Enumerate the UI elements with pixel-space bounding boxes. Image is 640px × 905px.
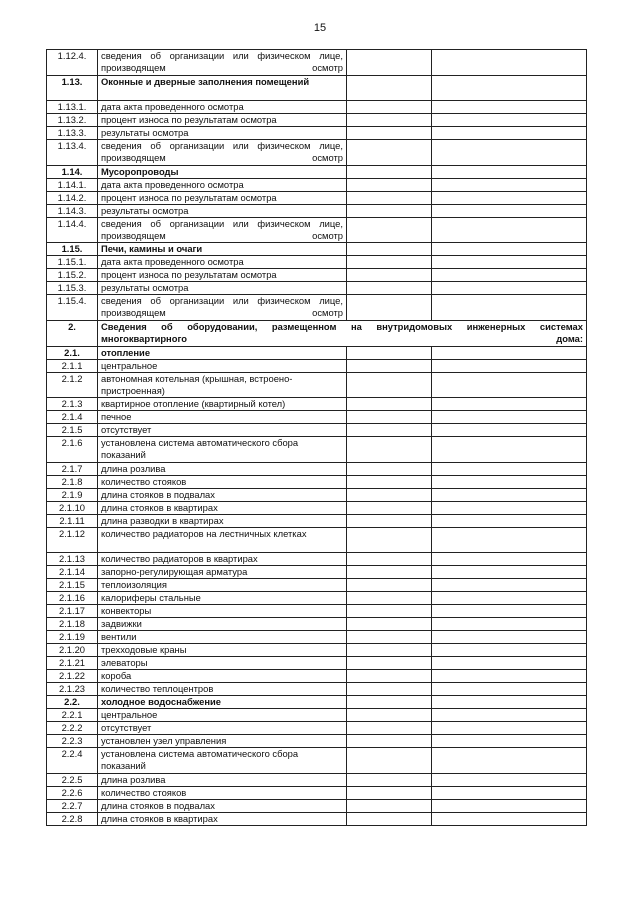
row-number: 2.: [47, 320, 98, 346]
row-description: количество стояков: [98, 786, 347, 799]
row-description: вентили: [98, 631, 347, 644]
row-number: 2.1.16: [47, 592, 98, 605]
value-cell[interactable]: [347, 217, 432, 243]
row-number: 2.1.15: [47, 579, 98, 592]
table-row: [47, 488, 587, 501]
table-row: [47, 411, 587, 424]
row-description: короба: [98, 670, 347, 683]
row-description: длина розлива: [98, 462, 347, 475]
row-number: 1.13.: [47, 75, 98, 101]
notes-cell[interactable]: [432, 579, 587, 592]
table-row: [47, 644, 587, 657]
row-description: центральное: [98, 359, 347, 372]
notes-cell[interactable]: [432, 683, 587, 696]
value-cell[interactable]: [347, 424, 432, 437]
row-description: сведения об организации или физическом лице, производящем осмотр: [98, 295, 347, 321]
notes-cell[interactable]: [432, 631, 587, 644]
row-description: теплоизоляция: [98, 579, 347, 592]
row-description: длина разводки в квартирах: [98, 514, 347, 527]
row-number: 2.2.5: [47, 773, 98, 786]
row-number: 2.1.12: [47, 527, 98, 553]
table-row: [47, 437, 587, 463]
notes-cell[interactable]: [432, 566, 587, 579]
row-number: 2.1.2: [47, 372, 98, 398]
table-row: [47, 631, 587, 644]
table-row: [47, 501, 587, 514]
notes-cell[interactable]: [432, 501, 587, 514]
notes-cell[interactable]: [432, 644, 587, 657]
notes-cell[interactable]: [432, 295, 587, 321]
row-description: количество радиаторов в квартирах: [98, 553, 347, 566]
value-cell[interactable]: [347, 631, 432, 644]
notes-cell[interactable]: [432, 475, 587, 488]
row-description: трехходовые краны: [98, 644, 347, 657]
table-row: [47, 735, 587, 748]
value-cell[interactable]: [347, 592, 432, 605]
row-description: автономная котельная (крышная, встроено-пристроенная): [98, 372, 347, 398]
row-number: 2.1.18: [47, 618, 98, 631]
table-row: [47, 269, 587, 282]
row-description: установлена система автоматического сбора показаний: [98, 437, 347, 463]
value-cell[interactable]: [347, 282, 432, 295]
row-description: длина стояков в подвалах: [98, 799, 347, 812]
value-cell[interactable]: [347, 165, 432, 178]
row-number: 1.15.1.: [47, 256, 98, 269]
row-number: 2.1.13: [47, 553, 98, 566]
row-number: 2.2.4: [47, 748, 98, 774]
row-number: 1.15.3.: [47, 282, 98, 295]
row-description: процент износа по результатам осмотра: [98, 191, 347, 204]
notes-cell[interactable]: [432, 50, 587, 76]
value-cell[interactable]: [347, 618, 432, 631]
row-number: 2.2.8: [47, 812, 98, 825]
value-cell[interactable]: [347, 127, 432, 140]
notes-cell[interactable]: [432, 346, 587, 359]
table-row: [47, 799, 587, 812]
value-cell[interactable]: [347, 644, 432, 657]
value-cell[interactable]: [347, 204, 432, 217]
table-row: [47, 553, 587, 566]
value-cell[interactable]: [347, 101, 432, 114]
table-row: [47, 514, 587, 527]
table-row: [47, 657, 587, 670]
row-description: длина стояков в квартирах: [98, 812, 347, 825]
value-cell[interactable]: [347, 178, 432, 191]
row-description: сведения об организации или физическом лице, производящем осмотр: [98, 140, 347, 166]
table-row: [47, 618, 587, 631]
table-row: [47, 592, 587, 605]
table-row: [47, 527, 587, 553]
value-cell[interactable]: [347, 566, 432, 579]
row-number: 2.1.22: [47, 670, 98, 683]
notes-cell[interactable]: [432, 696, 587, 709]
row-number: 2.1.19: [47, 631, 98, 644]
value-cell[interactable]: [347, 114, 432, 127]
notes-cell[interactable]: [432, 553, 587, 566]
row-description: результаты осмотра: [98, 282, 347, 295]
table-row: [47, 424, 587, 437]
value-cell[interactable]: [347, 709, 432, 722]
table-row: [47, 140, 587, 166]
value-cell[interactable]: [347, 359, 432, 372]
equipment-table: [46, 49, 587, 826]
row-number: 2.1.1: [47, 359, 98, 372]
notes-cell[interactable]: [432, 773, 587, 786]
notes-cell[interactable]: [432, 243, 587, 256]
value-cell[interactable]: [347, 696, 432, 709]
row-description: запорно-регулирующая арматура: [98, 566, 347, 579]
table-row: [47, 204, 587, 217]
notes-cell[interactable]: [432, 359, 587, 372]
notes-cell[interactable]: [432, 178, 587, 191]
notes-cell[interactable]: [432, 204, 587, 217]
notes-cell[interactable]: [432, 282, 587, 295]
notes-cell[interactable]: [432, 709, 587, 722]
row-description: результаты осмотра: [98, 204, 347, 217]
row-number: 2.1.20: [47, 644, 98, 657]
table-row: [47, 475, 587, 488]
row-description: Оконные и дверные заполнения помещений: [98, 75, 347, 101]
row-description: дата акта проведенного осмотра: [98, 256, 347, 269]
row-description: Печи, камины и очаги: [98, 243, 347, 256]
table-row: [47, 773, 587, 786]
value-cell[interactable]: [347, 748, 432, 774]
notes-cell[interactable]: [432, 411, 587, 424]
table-row: [47, 605, 587, 618]
row-description: холодное водоснабжение: [98, 696, 347, 709]
row-number: 2.1.9: [47, 488, 98, 501]
row-number: 2.1.4: [47, 411, 98, 424]
row-number: 1.14.4.: [47, 217, 98, 243]
table-row: [47, 683, 587, 696]
value-cell[interactable]: [347, 501, 432, 514]
row-number: 2.1.6: [47, 437, 98, 463]
value-cell[interactable]: [347, 683, 432, 696]
row-number: 2.1.5: [47, 424, 98, 437]
row-number: 2.1.8: [47, 475, 98, 488]
value-cell[interactable]: [347, 437, 432, 463]
row-description: Мусоропроводы: [98, 165, 347, 178]
notes-cell[interactable]: [432, 127, 587, 140]
row-number: 2.2.6: [47, 786, 98, 799]
notes-cell[interactable]: [432, 812, 587, 825]
table-row: [47, 722, 587, 735]
table-row: [47, 320, 587, 346]
table-row: [47, 566, 587, 579]
notes-cell[interactable]: [432, 605, 587, 618]
row-number: 1.14.2.: [47, 191, 98, 204]
page-number: 15: [313, 22, 327, 34]
notes-cell[interactable]: [432, 75, 587, 101]
notes-cell[interactable]: [432, 657, 587, 670]
value-cell[interactable]: [347, 670, 432, 683]
table-row: [47, 696, 587, 709]
notes-cell[interactable]: [432, 722, 587, 735]
notes-cell[interactable]: [432, 165, 587, 178]
value-cell[interactable]: [347, 773, 432, 786]
row-number: 1.14.3.: [47, 204, 98, 217]
row-description: Сведения об оборудовании, размещенном на внутридомовых инженерных системах многоквартирного дома:: [98, 320, 587, 346]
value-cell[interactable]: [347, 346, 432, 359]
notes-cell[interactable]: [432, 437, 587, 463]
value-cell[interactable]: [347, 295, 432, 321]
table-row: [47, 75, 587, 101]
row-description: результаты осмотра: [98, 127, 347, 140]
notes-cell[interactable]: [432, 514, 587, 527]
row-description: задвижки: [98, 618, 347, 631]
row-number: 1.15.2.: [47, 269, 98, 282]
row-number: 2.1.17: [47, 605, 98, 618]
notes-cell[interactable]: [432, 786, 587, 799]
table-row: [47, 359, 587, 372]
row-description: установлена система автоматического сбора показаний: [98, 748, 347, 774]
row-number: 1.13.2.: [47, 114, 98, 127]
row-number: 2.1.21: [47, 657, 98, 670]
table-row: [47, 812, 587, 825]
table-row: [47, 256, 587, 269]
table-row: [47, 50, 587, 76]
value-cell[interactable]: [347, 527, 432, 553]
row-number: 2.2.: [47, 696, 98, 709]
value-cell[interactable]: [347, 256, 432, 269]
row-number: 2.2.2: [47, 722, 98, 735]
table-row: [47, 462, 587, 475]
row-description: процент износа по результатам осмотра: [98, 114, 347, 127]
notes-cell[interactable]: [432, 140, 587, 166]
value-cell[interactable]: [347, 140, 432, 166]
row-description: отсутствует: [98, 424, 347, 437]
notes-cell[interactable]: [432, 748, 587, 774]
value-cell[interactable]: [347, 50, 432, 76]
row-number: 1.13.4.: [47, 140, 98, 166]
row-number: 1.14.: [47, 165, 98, 178]
notes-cell[interactable]: [432, 398, 587, 411]
table-row: [47, 165, 587, 178]
row-description: длина стояков в подвалах: [98, 488, 347, 501]
row-number: 2.1.10: [47, 501, 98, 514]
value-cell[interactable]: [347, 462, 432, 475]
row-number: 2.1.3: [47, 398, 98, 411]
notes-cell[interactable]: [432, 527, 587, 553]
value-cell[interactable]: [347, 191, 432, 204]
row-number: 2.1.7: [47, 462, 98, 475]
table-row: [47, 579, 587, 592]
table-row: [47, 709, 587, 722]
value-cell[interactable]: [347, 488, 432, 501]
table-row: [47, 243, 587, 256]
notes-cell[interactable]: [432, 191, 587, 204]
notes-cell[interactable]: [432, 269, 587, 282]
notes-cell[interactable]: [432, 592, 587, 605]
value-cell[interactable]: [347, 657, 432, 670]
row-number: 2.2.3: [47, 735, 98, 748]
notes-cell[interactable]: [432, 101, 587, 114]
value-cell[interactable]: [347, 722, 432, 735]
row-number: 2.1.14: [47, 566, 98, 579]
row-description: отопление: [98, 346, 347, 359]
row-description: установлен узел управления: [98, 735, 347, 748]
value-cell[interactable]: [347, 372, 432, 398]
table-row: [47, 398, 587, 411]
row-description: центральное: [98, 709, 347, 722]
value-cell[interactable]: [347, 411, 432, 424]
notes-cell[interactable]: [432, 799, 587, 812]
table-row: [47, 295, 587, 321]
notes-cell[interactable]: [432, 256, 587, 269]
value-cell[interactable]: [347, 553, 432, 566]
row-number: 2.2.1: [47, 709, 98, 722]
notes-cell[interactable]: [432, 618, 587, 631]
row-number: 2.1.: [47, 346, 98, 359]
row-description: количество радиаторов на лестничных клетках: [98, 527, 347, 553]
row-description: конвекторы: [98, 605, 347, 618]
value-cell[interactable]: [347, 75, 432, 101]
value-cell[interactable]: [347, 812, 432, 825]
table-row: [47, 670, 587, 683]
table-row: [47, 178, 587, 191]
row-description: дата акта проведенного осмотра: [98, 178, 347, 191]
row-description: калориферы стальные: [98, 592, 347, 605]
table-row: [47, 101, 587, 114]
table-row: [47, 127, 587, 140]
row-description: длина стояков в квартирах: [98, 501, 347, 514]
value-cell[interactable]: [347, 605, 432, 618]
value-cell[interactable]: [347, 243, 432, 256]
table-row: [47, 748, 587, 774]
row-description: печное: [98, 411, 347, 424]
table-row: [47, 372, 587, 398]
table-row: [47, 191, 587, 204]
notes-cell[interactable]: [432, 217, 587, 243]
notes-cell[interactable]: [432, 424, 587, 437]
value-cell[interactable]: [347, 579, 432, 592]
row-number: 1.13.3.: [47, 127, 98, 140]
notes-cell[interactable]: [432, 670, 587, 683]
notes-cell[interactable]: [432, 372, 587, 398]
value-cell[interactable]: [347, 475, 432, 488]
notes-cell[interactable]: [432, 735, 587, 748]
row-number: 1.14.1.: [47, 178, 98, 191]
row-number: 1.12.4.: [47, 50, 98, 76]
row-description: процент износа по результатам осмотра: [98, 269, 347, 282]
value-cell[interactable]: [347, 799, 432, 812]
value-cell[interactable]: [347, 269, 432, 282]
row-description: сведения об организации или физическом лице, производящем осмотр: [98, 217, 347, 243]
table-row: [47, 217, 587, 243]
table-row: [47, 114, 587, 127]
notes-cell[interactable]: [432, 114, 587, 127]
row-number: 2.1.23: [47, 683, 98, 696]
row-description: количество теплоцентров: [98, 683, 347, 696]
table-body: [47, 50, 587, 826]
row-description: квартирное отопление (квартирный котел): [98, 398, 347, 411]
row-description: отсутствует: [98, 722, 347, 735]
row-number: 1.15.4.: [47, 295, 98, 321]
notes-cell[interactable]: [432, 488, 587, 501]
row-description: сведения об организации или физическом лице, производящем осмотр: [98, 50, 347, 76]
value-cell[interactable]: [347, 398, 432, 411]
row-number: 1.13.1.: [47, 101, 98, 114]
row-description: элеваторы: [98, 657, 347, 670]
row-number: 2.1.11: [47, 514, 98, 527]
table-row: [47, 346, 587, 359]
row-number: 1.15.: [47, 243, 98, 256]
value-cell[interactable]: [347, 514, 432, 527]
table-row: [47, 786, 587, 799]
row-description: дата акта проведенного осмотра: [98, 101, 347, 114]
value-cell[interactable]: [347, 786, 432, 799]
notes-cell[interactable]: [432, 462, 587, 475]
row-number: 2.2.7: [47, 799, 98, 812]
row-description: длина розлива: [98, 773, 347, 786]
value-cell[interactable]: [347, 735, 432, 748]
table-row: [47, 282, 587, 295]
row-description: количество стояков: [98, 475, 347, 488]
